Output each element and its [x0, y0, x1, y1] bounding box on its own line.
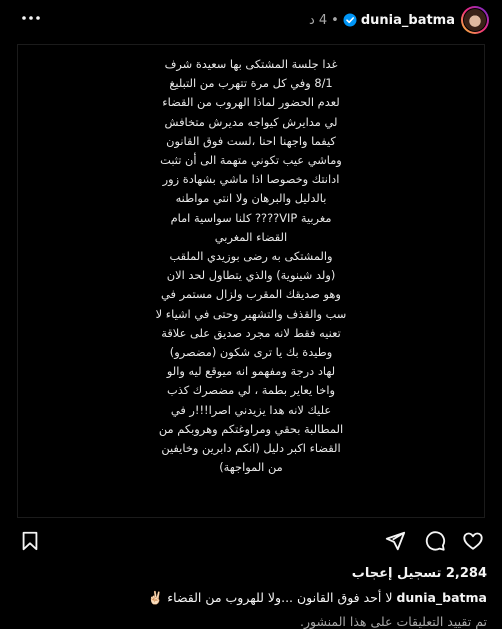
post-line: وماشي عيب تكوني متهمة الى أن تثبت: [160, 153, 342, 168]
post-line: لهاد درجة ومفهمو انه ميوقع ليه والو: [166, 364, 336, 379]
post-line: غدا جلسة المشتكى بها سعيدة شرف: [164, 57, 338, 71]
heart-graphic: [462, 530, 484, 552]
bookmark-graphic: [19, 530, 41, 552]
more-dots-graphic: [20, 9, 42, 27]
author-username[interactable]: dunia_batma: [360, 12, 455, 28]
likes-number: 2,284: [445, 566, 487, 581]
caption-text: لا أحد فوق القانون ...ولا للهروب من القضاء ✌🏻: [147, 590, 393, 605]
action-bar: [0, 524, 502, 558]
avatar-ring-gap: [463, 8, 487, 32]
comments-restricted-note: تم تقييد التعليقات على هذا المنشور.: [299, 614, 487, 629]
post-line: (ولد شينوية) والذي يتطاول لحد الان: [166, 268, 336, 283]
post-line: من المواجهة): [219, 460, 283, 475]
post-line: القضاء المغربي: [214, 229, 288, 244]
send-graphic: [384, 530, 406, 552]
post-line: ادانتك وخصوصا اذا ماشي بشهادة زور: [162, 172, 340, 187]
post-line: تعنيه فقط لانه مجرد صديق على علاقة: [161, 325, 341, 340]
separator-dot: •: [331, 12, 339, 28]
verified-badge-icon: [343, 13, 357, 27]
post-line: عليك لانه هدا يزيدني اصرا!!!ر في: [170, 402, 332, 417]
post-line: القضاء اكبر دليل (انكم دابرين وخايفين: [161, 441, 341, 456]
comment-icon[interactable]: [422, 528, 448, 554]
post-line: مغربية VIP???? كلنا سواسية امام: [170, 210, 332, 225]
post-line: بالدليل والبرهان ولا انتي مواطنه: [175, 191, 327, 206]
post-line: وهو صديقك المقرب ولزال مستمر في: [161, 287, 341, 302]
bookmark-icon[interactable]: [17, 528, 43, 554]
post-line: واخا يعاير بطمة ، لي مضصرك كذب: [167, 383, 335, 398]
author-block: [309, 4, 489, 36]
heart-icon[interactable]: [460, 528, 486, 554]
caption-username[interactable]: dunia_batma: [396, 590, 487, 605]
post-line: وطيدة بك يا ترى شكون (مضصرو): [169, 345, 333, 360]
post-line: المطالبة بحقي ومراوغتكم وهروبكم من: [158, 421, 344, 436]
post-line: كيفما واجهنا احنا ،لست فوق القانون: [166, 133, 336, 148]
post-header: [0, 0, 502, 38]
more-horizontal-icon[interactable]: [20, 9, 42, 27]
likes-count[interactable]: [352, 566, 487, 581]
post-line: والمشتكى به رضى بوزيدي الملقب: [169, 249, 333, 264]
avatar[interactable]: [461, 6, 489, 34]
post-image[interactable]: [17, 44, 485, 518]
send-icon[interactable]: [382, 528, 408, 554]
comment-graphic: [424, 530, 446, 552]
avatar-image: [464, 9, 486, 31]
caption: [148, 590, 487, 606]
post-time[interactable]: 4 د: [308, 12, 328, 28]
post-line: سب والقذف والتشهير وحتى في اشياء لا: [155, 306, 347, 321]
post-line: لعدم الحضور لماذا الهروب من القضاء: [162, 95, 340, 110]
likes-label: تسجيل إعجاب: [351, 566, 442, 581]
post-text-block: [18, 55, 484, 477]
post-line: لي مدايرش كيواجه مديرش متخافش: [164, 114, 338, 129]
post-line: 8/1 وفي كل مرة تتهرب من التبليغ: [169, 76, 333, 91]
